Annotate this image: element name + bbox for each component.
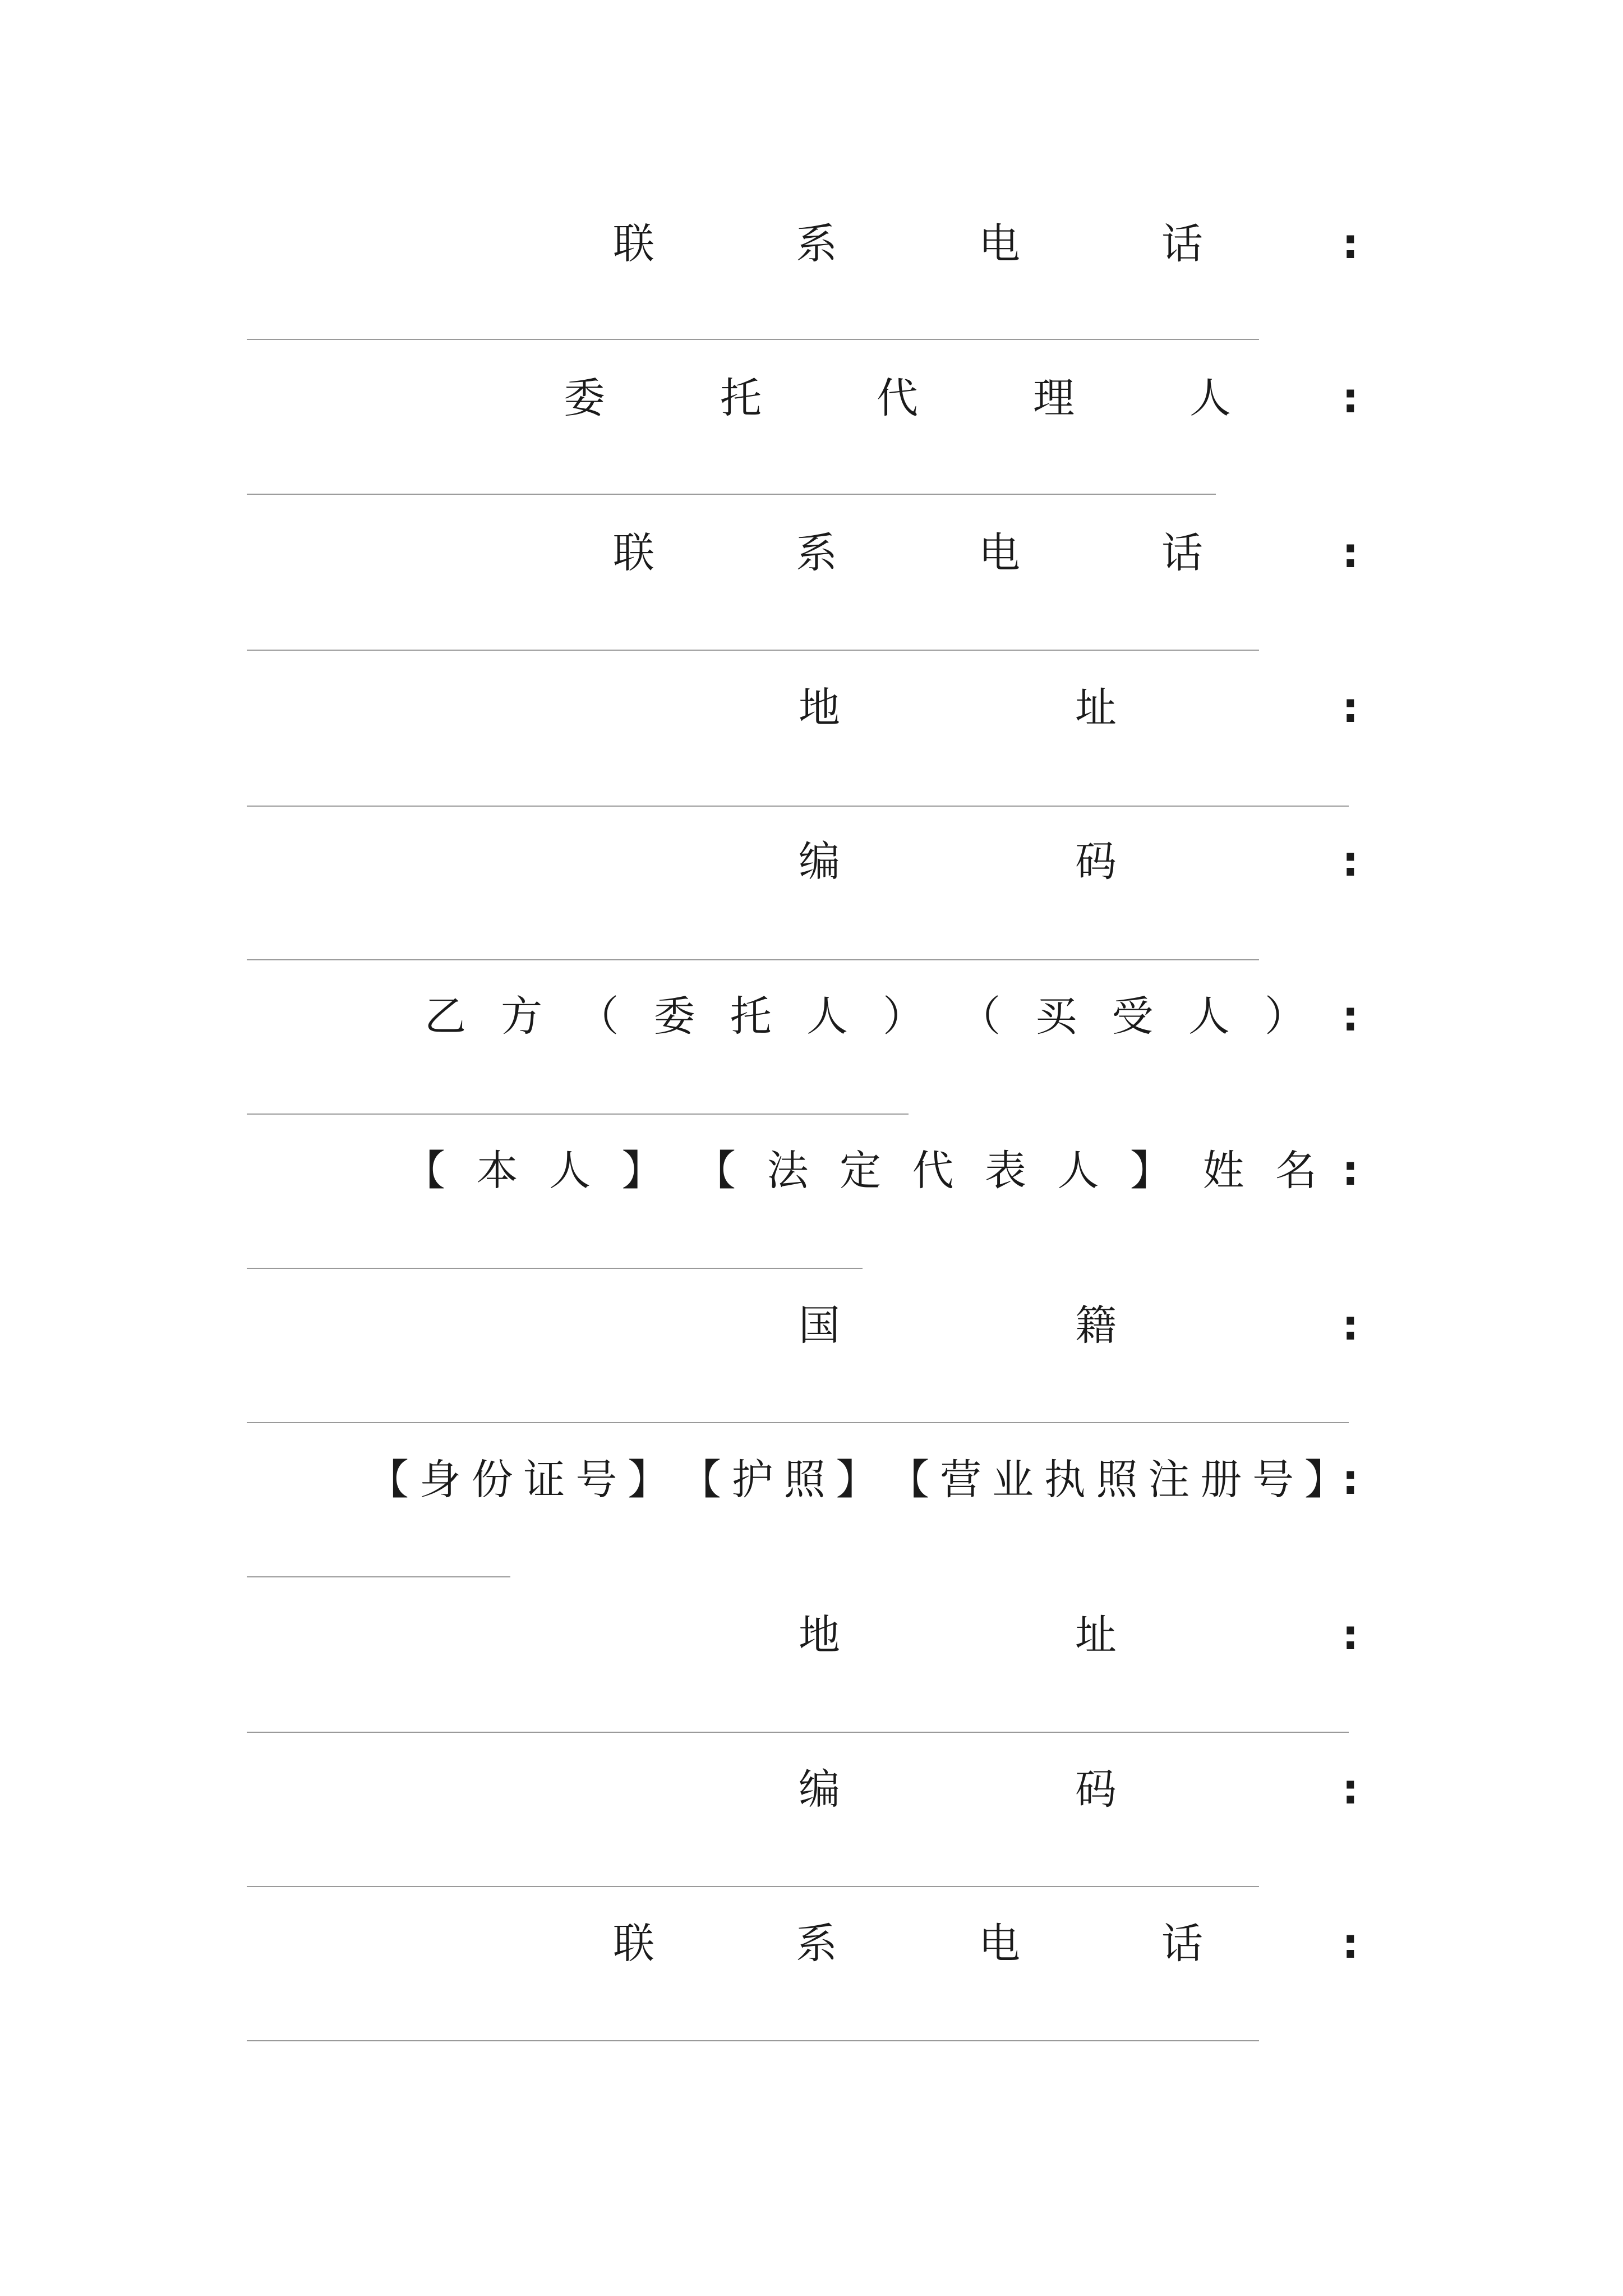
fill-line	[247, 1422, 1349, 1423]
field-label-postcode-1: 编 码	[799, 838, 1117, 886]
fill-line	[247, 1732, 1349, 1733]
fill-line	[247, 959, 1259, 960]
field-row-name	[0, 1137, 1623, 1204]
field-row-postcode-1	[0, 828, 1623, 895]
field-colon: :	[1342, 529, 1359, 577]
field-row-phone-3	[0, 1910, 1623, 1977]
fill-line	[247, 339, 1259, 340]
field-colon: :	[1342, 1147, 1359, 1195]
fill-line	[247, 650, 1259, 651]
field-colon: :	[1342, 684, 1359, 732]
field-row-phone-2	[0, 519, 1623, 587]
field-label-phone-1: 联 系 电 话	[613, 220, 1203, 268]
field-row-agent	[0, 365, 1623, 432]
field-row-postcode-2	[0, 1756, 1623, 1823]
field-label-postcode-2: 编 码	[799, 1765, 1117, 1814]
field-label-address-1: 地 址	[799, 684, 1117, 732]
fill-line	[247, 1268, 863, 1269]
fill-line	[247, 494, 1216, 495]
fill-line	[247, 806, 1349, 807]
field-row-phone-1	[0, 210, 1623, 278]
field-colon: :	[1342, 1920, 1359, 1968]
field-row-id-number	[0, 1446, 1623, 1513]
field-colon: :	[1342, 1301, 1359, 1350]
field-colon: :	[1342, 220, 1359, 268]
field-row-address-2	[0, 1602, 1623, 1669]
fill-line	[247, 1114, 909, 1115]
fill-line	[247, 1576, 510, 1577]
field-colon: :	[1342, 992, 1359, 1041]
field-colon: :	[1342, 1456, 1359, 1504]
field-label-party-b: 乙 方 （ 委 托 人 ） （ 买 受 人 ）	[425, 992, 1306, 1041]
field-colon: :	[1342, 1765, 1359, 1814]
field-label-agent: 委 托 代 理 人	[564, 374, 1231, 422]
field-row-nationality	[0, 1292, 1623, 1359]
fill-line	[247, 1886, 1259, 1887]
field-label-name: 【 本 人 】 【 法 定 代 表 人 】 姓 名	[404, 1147, 1317, 1195]
field-row-party-b	[0, 983, 1623, 1050]
field-row-address-1	[0, 674, 1623, 742]
field-label-phone-2: 联 系 电 话	[613, 529, 1203, 577]
field-colon: :	[1342, 838, 1359, 886]
field-colon: :	[1342, 1611, 1359, 1659]
field-colon: :	[1342, 374, 1359, 422]
field-label-nationality: 国 籍	[799, 1301, 1117, 1350]
fill-line	[247, 2040, 1259, 2041]
field-label-address-2: 地 址	[799, 1611, 1117, 1659]
field-label-phone-3: 联 系 电 话	[613, 1920, 1203, 1968]
field-label-id-number: 【 身 份 证 号 】 【 护 照 】 【 营 业 执 照 注 册 号 】	[367, 1456, 1346, 1504]
